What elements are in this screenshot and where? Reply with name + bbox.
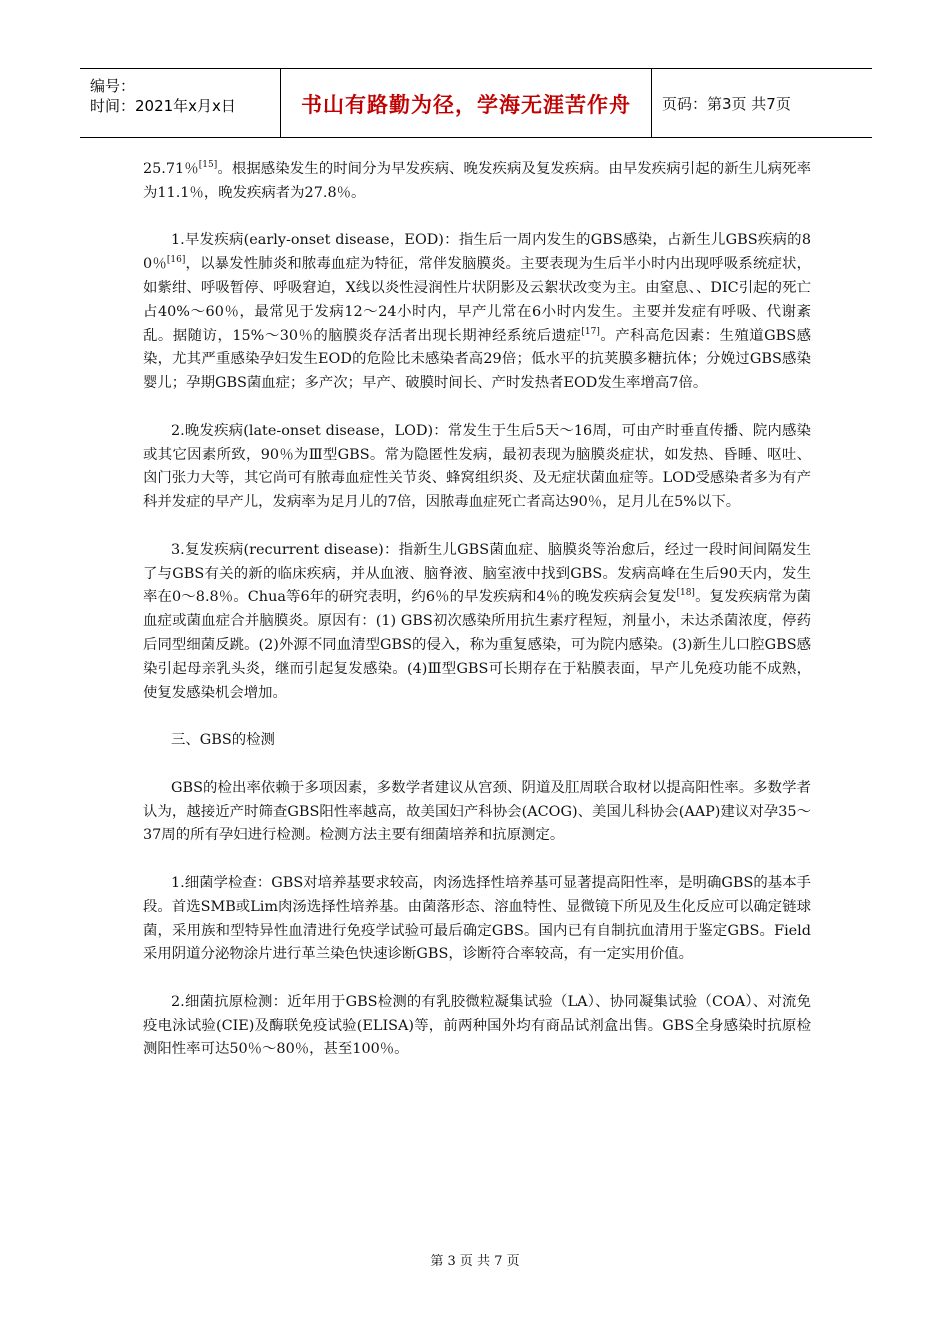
citation-ref: [15] xyxy=(198,160,218,170)
citation-ref: [16] xyxy=(166,255,186,266)
header-page-cell xyxy=(652,69,872,137)
header-meta-cell xyxy=(80,69,281,137)
page-header xyxy=(80,68,872,138)
document-body xyxy=(143,158,811,1086)
paragraph-early-onset: 1.早发疾病(early-onset disease，EOD)：指生后一周内发生的GBS感染，占新生儿GBS疾病的80％[16]，以暴发性肺炎和脓毒血症为特征，常伴发脑膜炎。主要表现为生后半小时内出现呼吸系统症状，如紫绀、呼吸暂停、呼吸窘迫，X线以炎性浸润性片状阴影及云絮状改变为主。由窒息、、DIC引起的死亡占40%～60％，最常见于发病12～24小时内，早产儿常在6小时内发生。主要并发症有呼吸、代谢紊乱。据随访，15%～30％的脑膜炎存活者出现长期神经系统后遗症[17]。产科高危因素：生殖道GBS感染，尤其严重感染孕妇发生EOD的危险比未感染者高29倍；低水平的抗荚膜多糖抗体；分娩过GBS感染婴儿；孕期GBS菌血症；多产次；早产、破膜时间长、产时发热者EOD发生率增高7倍。 xyxy=(143,232,811,392)
paragraph-intro: 25.71％[15]。根据感染发生的时间分为早发疾病、晚发疾病及复发疾病。由早发疾病引起的新生儿病死率为11.1％，晚发疾病者为27.8％。 xyxy=(143,160,811,201)
paragraph-detection-overview: GBS的检出率依赖于多项因素，多数学者建议从宫颈、阴道及肛周联合取材以提高阳性率。多数学者认为，越接近产时筛查GBS阳性率越高，故美国妇产科协会(ACOG)、美国儿科协会(AAP)建议对孕35～37周的所有孕妇进行检测。检测方法主要有细菌培养和抗原测定。 xyxy=(143,779,811,844)
citation-ref: [18] xyxy=(676,588,695,599)
header-motto-cell xyxy=(281,69,652,137)
serial-number-label: 编号： xyxy=(90,77,136,95)
paragraph-antigen-detection: 2.细菌抗原检测：近年用于GBS检测的有乳胶微粒凝集试验（LA）、协同凝集试验（COA）、对流免疫电泳试验(CIE)及酶联免疫试验(ELISA)等，前两种国外均有商品试剂盒出售。GBS全身感染时抗原检测阳性率可达50％～80％，甚至100％。 xyxy=(143,993,811,1058)
citation-ref: [17] xyxy=(581,326,600,337)
paragraph-late-onset: 2.晚发疾病(late-onset disease，LOD)：常发生于生后5天～16周，可由产时垂直传播、院内感染或其它因素所致，90％为Ⅲ型GBS。常为隐匿性发病，最初表现为脑膜炎症状，如发热、昏睡、呕吐、囟门张力大等，其它尚可有脓毒血症性关节炎、蜂窝组织炎、及无症状菌血症等。LOD受感染者多为有产科并发症的早产儿，发病率为足月儿的7倍，因脓毒血症死亡者高达90％，足月儿在5%以下。 xyxy=(143,422,811,511)
paragraph-bacteriology: 1.细菌学检查：GBS对培养基要求较高，肉汤选择性培养基可显著提高阳性率，是明确GBS的基本手段。首选SMB或Lim肉汤选择性培养基。由菌落形态、溶血特性、显微镜下所见及生化反应可以确定链球菌，采用族和型特异性血清进行免疫学试验可最后确定GBS。国内已有自制抗血清用于鉴定GBS。Field采用阴道分泌物涂片进行革兰染色快速诊断GBS，诊断符合率较高，有一定实用价值。 xyxy=(143,874,811,963)
motto-text: 书山有路勤为径，学海无涯苦作舟 xyxy=(301,93,631,117)
header-page-code: 页码：第3页 共7页 xyxy=(662,95,791,113)
paragraph-recurrent: 3.复发疾病(recurrent disease)：指新生儿GBS菌血症、脑膜炎等治愈后，经过一段时间间隔发生了与GBS有关的新的临床疾病，并从血液、脑脊液、脑室液中找到GBS。发病高峰在生后90天内，发生率在0～8.8％。Chua等6年的研究表明，约6％的早发疾病和4％的晚发疾病会复发[18]。复发疾病常为菌血症或菌血症合并脑膜炎。原因有：(1) GBS初次感染所用抗生素疗程短，剂量小，未达杀菌浓度，停药后同型细菌反跳。(2)外源不同血清型GBS的侵入，称为重复感染，可为院内感染。(3)新生儿口腔GBS感染引起母亲乳头炎，继而引起复发感染。(4)Ⅲ型GBS可长期存在于粘膜表面，早产儿免疫功能不成熟，使复发感染机会增加。 xyxy=(143,541,811,701)
time-label: 时间：2021年x月x日 xyxy=(90,97,236,115)
page-footer: 第 3 页 共 7 页 xyxy=(430,1254,520,1269)
section-heading-detection: 三、GBS的检测 xyxy=(171,732,275,749)
